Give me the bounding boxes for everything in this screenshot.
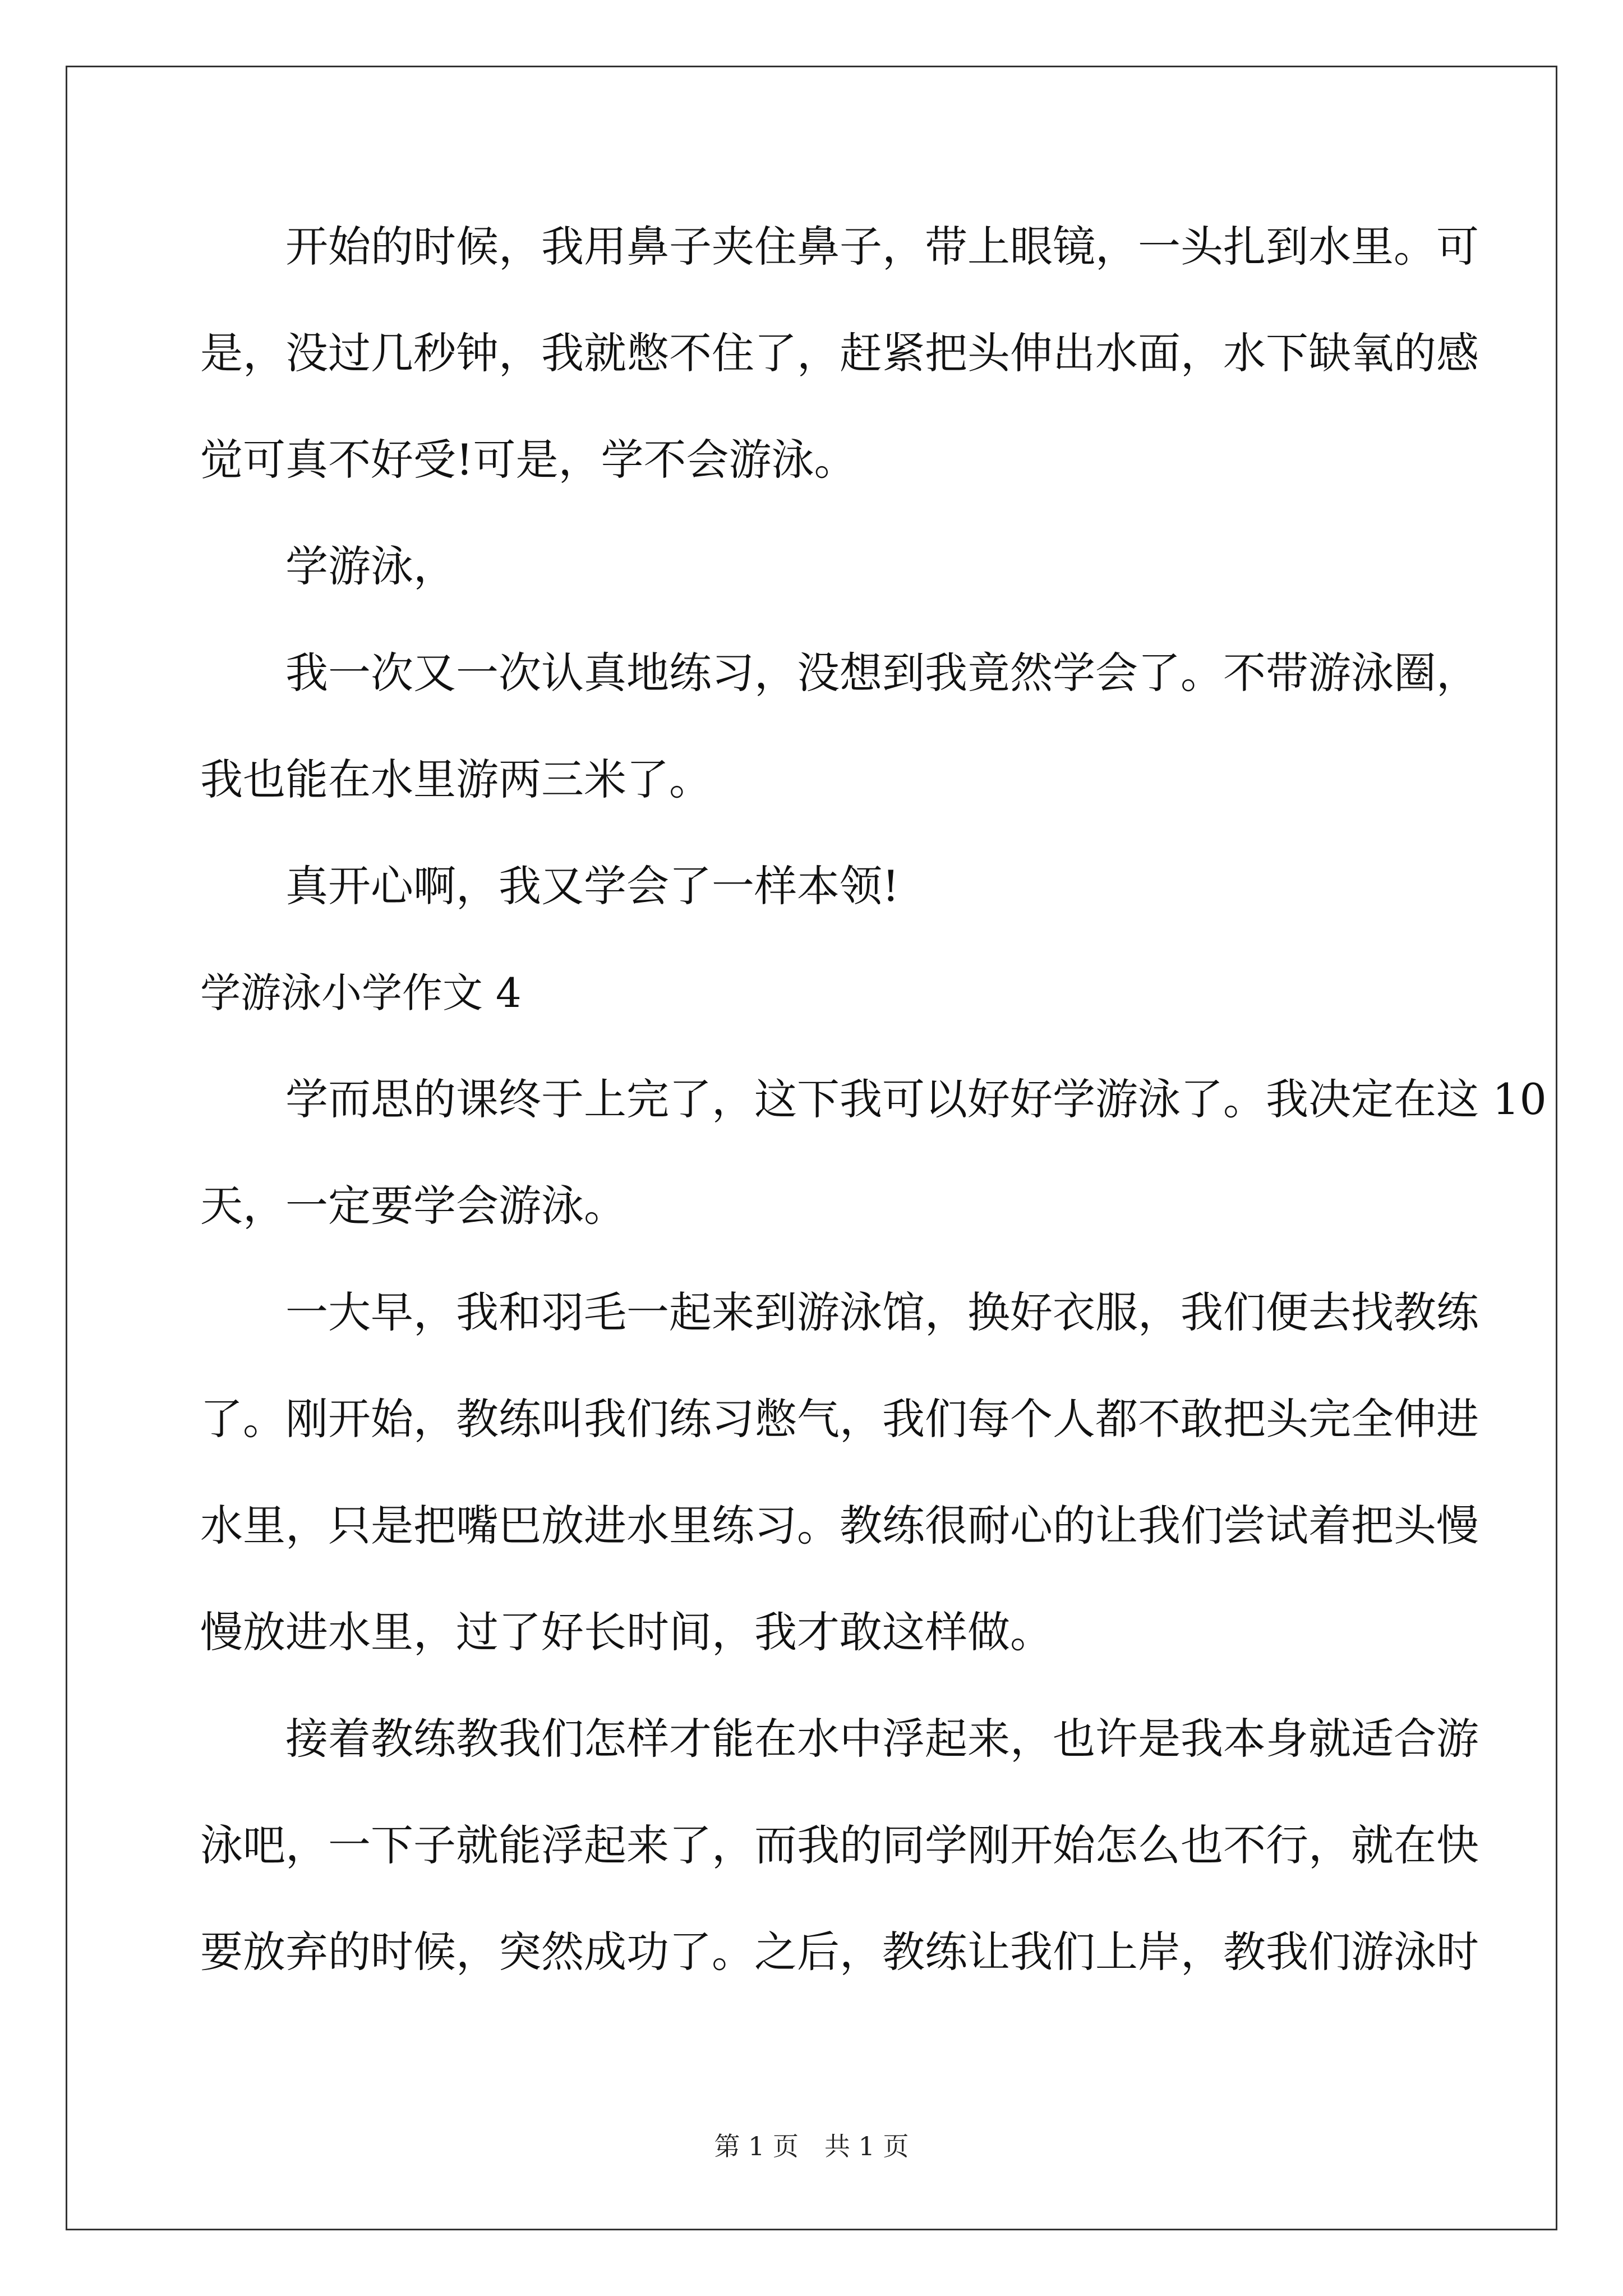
text-line: 水里，只是把嘴巴放进水里练习。教练很耐心的让我们尝试着把头慢 xyxy=(200,1501,1479,1550)
section-heading: 学游泳小学作文 4 xyxy=(200,969,522,1016)
text-line: 觉可真不好受!可是，学不会游泳。 xyxy=(200,435,857,485)
text-line: 接着教练教我们怎样才能在水中浮起来，也许是我本身就适合游 xyxy=(200,1714,1479,1764)
page-border xyxy=(66,66,1557,2230)
text-line: 开始的时候，我用鼻子夹住鼻子，带上眼镜，一头扎到水里。可 xyxy=(200,222,1479,272)
text-line: 我也能在水里游两三米了。 xyxy=(200,754,712,804)
page-number-label: 第 1 页 共 1 页 xyxy=(714,2131,909,2161)
text-line: 我一次又一次认真地练习，没想到我竟然学会了。不带游泳圈， xyxy=(200,648,1479,698)
text-line: 天，一定要学会游泳。 xyxy=(200,1181,626,1231)
text-line: 了。刚开始，教练叫我们练习憋气，我们每个人都不敢把头完全伸进 xyxy=(200,1394,1479,1444)
text-line: 真开心啊，我又学会了一样本领! xyxy=(200,861,900,911)
text-line: 慢放进水里，过了好长时间，我才敢这样做。 xyxy=(200,1607,1053,1657)
text-line: 学游泳， xyxy=(200,541,456,591)
text-line: 学而思的课终于上完了，这下我可以好好学游泳了。我决定在这 10 xyxy=(200,1074,1547,1124)
text-line: 泳吧，一下子就能浮起来了，而我的同学刚开始怎么也不行，就在快 xyxy=(200,1820,1479,1870)
text-line: 是，没过几秒钟，我就憋不住了，赶紧把头伸出水面，水下缺氧的感 xyxy=(200,328,1479,378)
text-line: 要放弃的时候，突然成功了。之后，教练让我们上岸，教我们游泳时 xyxy=(200,1927,1479,1977)
text-line: 一大早，我和羽毛一起来到游泳馆，换好衣服，我们便去找教练 xyxy=(200,1287,1479,1337)
page-footer xyxy=(0,2129,1623,2163)
